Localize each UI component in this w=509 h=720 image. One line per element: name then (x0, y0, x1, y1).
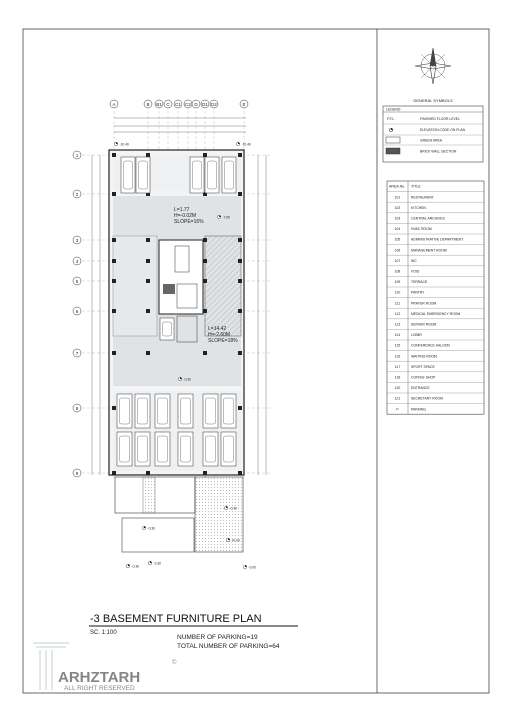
column (146, 259, 150, 263)
watermark-logo (33, 643, 177, 692)
grid-col-label: A (112, 101, 116, 107)
parking-stall (135, 432, 150, 466)
grid-bubble-C (164, 100, 172, 108)
grid-bubble-D (192, 100, 200, 108)
parking-stall (203, 432, 218, 466)
column (238, 406, 242, 410)
grid-col-label: B1 (156, 101, 162, 107)
column (112, 192, 116, 196)
grid-bubble-row-4 (73, 257, 81, 265)
parking-stall (136, 157, 150, 193)
room-number: 106 (394, 248, 401, 253)
grid-row-label: 8 (75, 405, 79, 411)
grid-bubble-D1 (201, 100, 209, 108)
level-marker (226, 538, 240, 542)
column (203, 238, 207, 242)
grid-col-label: C (166, 101, 170, 107)
room-title: TERRACE (411, 280, 428, 285)
parking-stall (117, 432, 132, 466)
grid-bubble-row-8 (73, 404, 81, 412)
grid-bubble-A (110, 100, 118, 108)
parking-stall (221, 432, 236, 466)
column (146, 153, 150, 157)
parking-stall (155, 394, 170, 428)
room-number: 112 (394, 311, 401, 316)
level-text: -10.40 (241, 142, 251, 147)
room-title: SECRETARY ROOM (411, 396, 443, 401)
column (203, 153, 207, 157)
column (203, 471, 207, 475)
legend-text-brick: BRICK WALL SECTION (420, 149, 457, 154)
room-number: 118 (394, 375, 401, 380)
grid-bubble-row-5 (73, 277, 81, 285)
column (238, 259, 242, 263)
grid-col-label: B (146, 101, 150, 107)
column (146, 471, 150, 475)
grid-row-label: 6 (75, 308, 79, 314)
room-title: SPORT SPACE (411, 364, 435, 369)
level-marker (243, 565, 256, 569)
grid-col-label: D (194, 101, 198, 107)
ramp-1-slope: SLOPE=16% (174, 219, 204, 225)
green-area-swatch (386, 137, 400, 143)
legend-code-ffl: F.F.L. (387, 117, 396, 121)
legend-box (383, 106, 483, 162)
level-marker (142, 526, 155, 530)
column (203, 259, 207, 263)
room-number: 121 (394, 396, 401, 401)
column (238, 279, 242, 283)
parking-stall (160, 318, 174, 340)
level-text: -0.30 (147, 526, 156, 531)
grid-bubble-row-7 (73, 349, 81, 357)
grid-col-label: C2 (185, 101, 191, 107)
elevator-shaft (163, 284, 175, 294)
grid-bubble-row-1 (73, 151, 81, 159)
entrance-court (122, 518, 194, 552)
column (146, 309, 150, 313)
column (112, 259, 116, 263)
level-text: +0.00 (231, 538, 240, 543)
level-marker (224, 506, 237, 510)
parking-stall (178, 432, 193, 466)
parking-stall (121, 157, 135, 193)
drawing-scale: SC. 1:100 (90, 630, 117, 636)
parking-stall (135, 394, 150, 428)
column (112, 238, 116, 242)
grid-col-label: C1 (175, 101, 181, 107)
room-title: CENTRAL ARCHIVES (411, 216, 445, 221)
room-number: 120 (394, 386, 401, 391)
room-number: 104 (394, 227, 401, 232)
grid-bubble-row-3 (73, 236, 81, 244)
brick-wall-swatch (386, 148, 400, 154)
column (203, 351, 207, 355)
column (238, 192, 242, 196)
room-title: VOID (411, 269, 420, 274)
elevation-marker-icon (389, 128, 393, 132)
column (203, 279, 207, 283)
column (238, 309, 242, 313)
level-marker (217, 215, 230, 219)
ramp-west (113, 236, 157, 336)
core-block (159, 240, 203, 314)
level-marker (236, 142, 251, 146)
grid-bubble-D2 (210, 100, 218, 108)
room-number: 113 (394, 322, 401, 327)
total-parking: TOTAL NUMBER OF PARKING=64 (177, 643, 280, 650)
grid-row-label: 2 (75, 191, 79, 197)
grid-row-label: 5 (75, 278, 79, 284)
room-number: 109 (394, 280, 401, 285)
room-number: 103 (394, 216, 401, 221)
room-number: 115 (394, 343, 401, 348)
grid-row-label: 4 (75, 258, 79, 264)
column (238, 238, 242, 242)
parking-stall (222, 157, 236, 193)
room-title: RESTAURANT (411, 195, 434, 200)
grid-row-label: 1 (75, 152, 79, 158)
room-number: 105 (394, 237, 401, 242)
column (146, 238, 150, 242)
level-marker (114, 142, 129, 146)
watermark-subtext: ALL RIGHT RESERVED (64, 685, 135, 692)
room-title: HVAC ROOM (411, 227, 432, 232)
parking-stall (155, 432, 170, 466)
column (238, 153, 242, 157)
room-title: PRAYER ROOM (411, 301, 437, 306)
room-table-header-no: AREA No. (389, 184, 406, 189)
column (112, 279, 116, 283)
room-number: 101 (394, 195, 401, 200)
room-number: 111 (394, 301, 401, 306)
room-table (387, 181, 484, 414)
column (146, 351, 150, 355)
column (112, 153, 116, 157)
column (112, 406, 116, 410)
grid-row-label: 3 (75, 237, 79, 243)
grid-bubble-B (144, 100, 152, 108)
room-table-header-title: TITLE (411, 184, 421, 189)
parking-stall (190, 157, 204, 193)
level-text: -0.30 (131, 564, 140, 569)
level-text: -0.00 (248, 565, 257, 570)
room-title: SERVER ROOM (411, 322, 437, 327)
room-number: 114 (394, 333, 401, 338)
level-text: -0.30 (183, 377, 192, 382)
room-number: P (396, 407, 399, 412)
watermark-copyright: © (172, 660, 177, 666)
title-block (89, 613, 298, 650)
grid-col-label: D2 (211, 101, 217, 107)
room-number: 110 (394, 290, 401, 295)
room-title: ENTRANCE (411, 386, 430, 391)
grid-bubble-row-2 (73, 190, 81, 198)
drawing-title: -3 BASEMENT FURNITURE PLAN (90, 613, 262, 625)
level-text: -0.30 (229, 506, 238, 511)
level-text: -10.40 (119, 142, 129, 147)
level-marker (178, 377, 191, 381)
room-title: PARKING (411, 407, 427, 412)
parking-stall (205, 157, 219, 193)
column (112, 351, 116, 355)
ramp-1-height: H=-0.02M (174, 213, 197, 219)
level-text: -7.60 (222, 215, 231, 220)
grid-col-label: D1 (202, 101, 208, 107)
parking-stall (203, 394, 218, 428)
grid-bubble-C2 (184, 100, 192, 108)
grid-bubble-E (240, 100, 248, 108)
general-symbols-title: GENERAL SYMBOLS (413, 98, 453, 103)
room-title: CONFERENCE SALOON (411, 343, 450, 348)
room-number: 102 (394, 205, 401, 210)
planter-strip (143, 477, 155, 513)
grid-row-label: 9 (75, 470, 79, 476)
ramp-east (205, 236, 241, 336)
ramp-2-height: H=-2.60M (208, 332, 231, 338)
grid-bubble-row-6 (73, 307, 81, 315)
room-number: 108 (394, 269, 401, 274)
room-number: 107 (394, 258, 401, 263)
column (203, 309, 207, 313)
room-title: COFFEE SHOP (411, 375, 436, 380)
room-title: LOBBY (411, 333, 423, 338)
grid-col-label: E (242, 101, 246, 107)
column (112, 471, 116, 475)
legend-text-green: GREEN AREA (420, 138, 443, 143)
level-marker (148, 561, 161, 565)
ramp-2-length: L=14.42 (208, 326, 227, 332)
room-title: WAITING ROOM (411, 354, 437, 359)
parking-stall (221, 394, 236, 428)
room-title: WC (411, 258, 417, 263)
grid-bubble-C1 (174, 100, 182, 108)
ramp-1-length: L=1.77 (174, 207, 190, 213)
parking-stall (117, 394, 132, 428)
column (238, 471, 242, 475)
room-title: KITCHEN (411, 205, 426, 210)
level-marker (126, 564, 139, 568)
column (112, 309, 116, 313)
legend-label: LEGEND (386, 107, 401, 112)
top-dimension-lines (114, 118, 246, 132)
ramp-2-slope: SLOPE=18% (208, 338, 238, 344)
north-arrow-icon (415, 48, 451, 84)
grid-row-label: 7 (75, 350, 79, 356)
column (238, 351, 242, 355)
room-title: PANTRY (411, 290, 425, 295)
grid-bubble-B1 (155, 100, 163, 108)
column (146, 279, 150, 283)
legend-text-ffl: FINISHED FLOOR LEVEL (420, 117, 460, 121)
legend-text-elevation: ELEVATION CODE ON PLAN (420, 128, 466, 132)
level-text: -0.30 (153, 561, 162, 566)
watermark-text: ARHZTARH (58, 669, 141, 686)
room-title: MANAGEMENT ROOM (411, 248, 447, 253)
grid-bubble-row-9 (73, 469, 81, 477)
parking-count: NUMBER OF PARKING=19 (177, 634, 258, 641)
room-number: 116 (394, 354, 401, 359)
room-title: MEDICAL EMERGENCY ROOM (411, 311, 461, 316)
room-number: 117 (394, 364, 401, 369)
floor-plan (73, 100, 270, 569)
room-title: ADMINISTRATIVE DEPARTMENT (411, 237, 464, 242)
parking-stall (178, 394, 193, 428)
